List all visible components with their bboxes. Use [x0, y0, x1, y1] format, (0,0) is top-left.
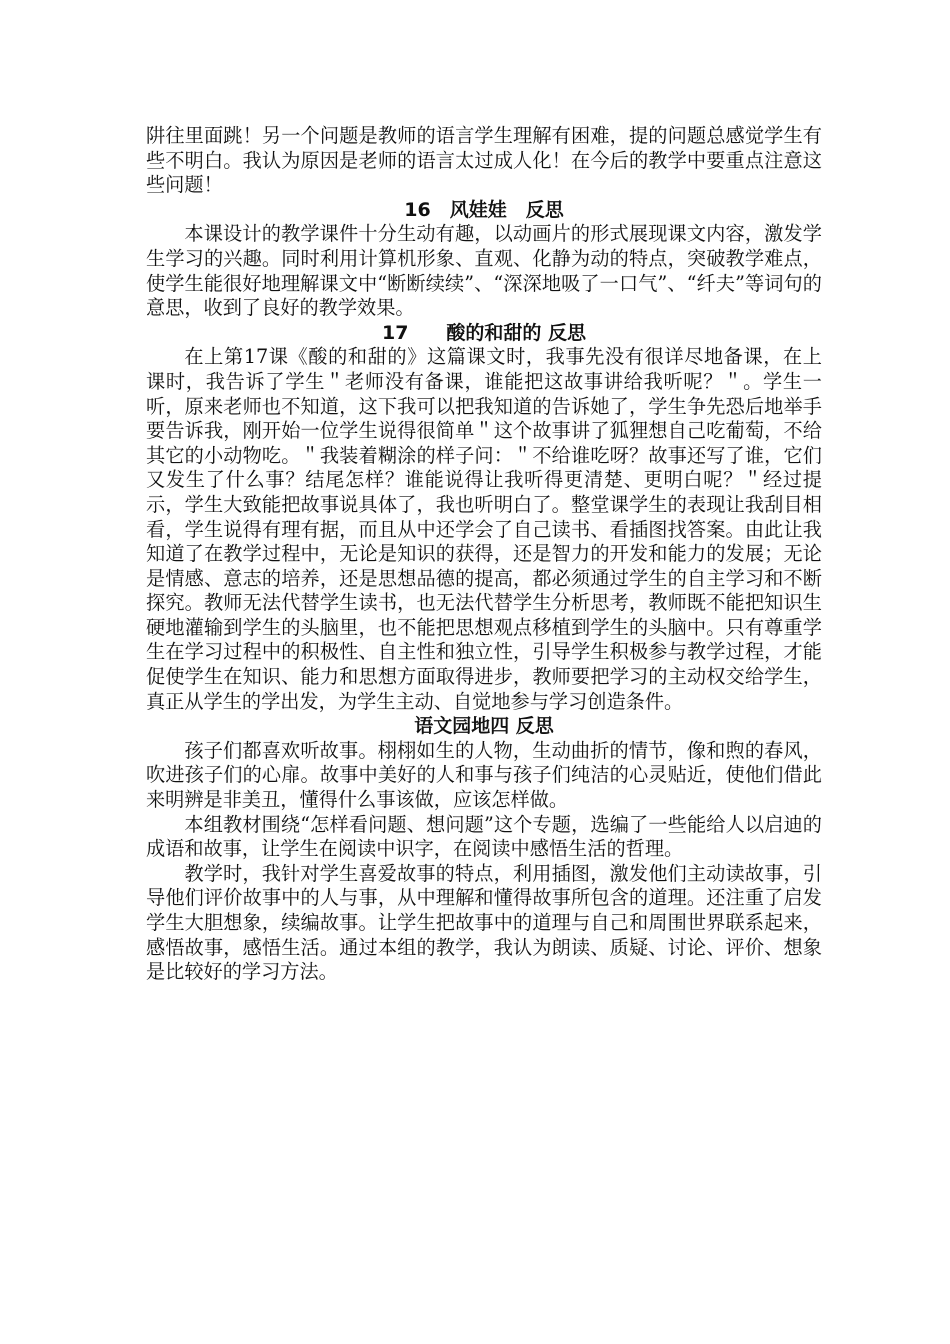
paragraph-garden-2: 本组教材围绕“怎样看问题、想问题”这个专题，选编了一些能给人以启迪的成语和故事，让学生在阅读中识字，在阅读中感悟生活的哲理。	[146, 812, 822, 861]
paragraph-16-reflection: 本课设计的教学课件十分生动有趣，以动画片的形式展现课文内容，激发学生学习的兴趣。同时利用计算机形象、直观、化静为动的特点，突破教学难点，使学生能很好地理解课文中“断断续续”、“深深地吸了一口气”、“纤夫”等词句的意思，收到了良好的教学效果。	[146, 222, 822, 320]
section-heading-garden-4: 语文园地四 反思	[414, 715, 554, 738]
paragraph-continuation: 阱往里面跳！另一个问题是教师的语言学生理解有困难，提的问题总感觉学生有些不明白。我认为原因是老师的语言太过成人化！在今后的教学中要重点注意这些问题！	[146, 124, 822, 197]
document-page	[146, 124, 822, 985]
paragraph-17-reflection: 在上第17课《酸的和甜的》这篇课文时，我事先没有很详尽地备课，在上课时，我告诉了学生＂老师没有备课，谁能把这故事讲给我听呢？＂。学生一听，原来老师也不知道，这下我可以把我知道的告诉她了，学生争先恐后地举手要告诉我，刚开始一位学生说得很简单＂这个故事讲了狐狸想自己吃葡萄，不给其它的小动物吃。＂我装着糊涂的样子问：＂不给谁吃呀？故事还写了谁，它们又发生了什么事？结尾怎样？谁能说得让我听得更清楚、更明白呢？＂经过提示，学生大致能把故事说具体了，我也听明白了。整堂课学生的表现让我刮目相看，学生说得有理有据，而且从中还学会了自己读书、看插图找答案。由此让我知道了在教学过程中，无论是知识的获得，还是智力的开发和能力的发展；无论是情感、意志的培养，还是思想品德的提高，都必须通过学生的自主学习和不断探究。教师无法代替学生读书，也无法代替学生分析思考，教师既不能把知识生硬地灌输到学生的头脑里，也不能把思想观点移植到学生的头脑中。只有尊重学生在学习过程中的积极性、自主性和独立性，引导学生积极参与教学过程，才能促使学生在知识、能力和思想方面取得进步，教师要把学习的主动权交给学生，真正从学生的学出发，为学生主动、自觉地参与学习创造条件。	[146, 345, 822, 713]
paragraph-garden-3: 教学时，我针对学生喜爱故事的特点，利用插图，激发他们主动读故事，引导他们评价故事中的人与事，从中理解和懂得故事所包含的道理。还注重了启发学生大胆想象，续编故事。让学生把故事中的道理与自己和周围世界联系起来，感悟故事，感悟生活。通过本组的教学，我认为朗读、质疑、讨论、评价、想象是比较好的学习方法。	[146, 861, 822, 984]
section-heading-17: 17 酸的和甜的 反思	[381, 321, 587, 344]
paragraph-garden-1: 孩子们都喜欢听故事。栩栩如生的人物，生动曲折的情节，像和煦的春风，吹进孩子们的心扉。故事中美好的人和事与孩子们纯洁的心灵贴近，使他们借此来明辨是非美丑，懂得什么事该做，应该怎样做。	[146, 738, 822, 812]
section-heading-16: 16 风娃娃 反思	[404, 198, 564, 221]
